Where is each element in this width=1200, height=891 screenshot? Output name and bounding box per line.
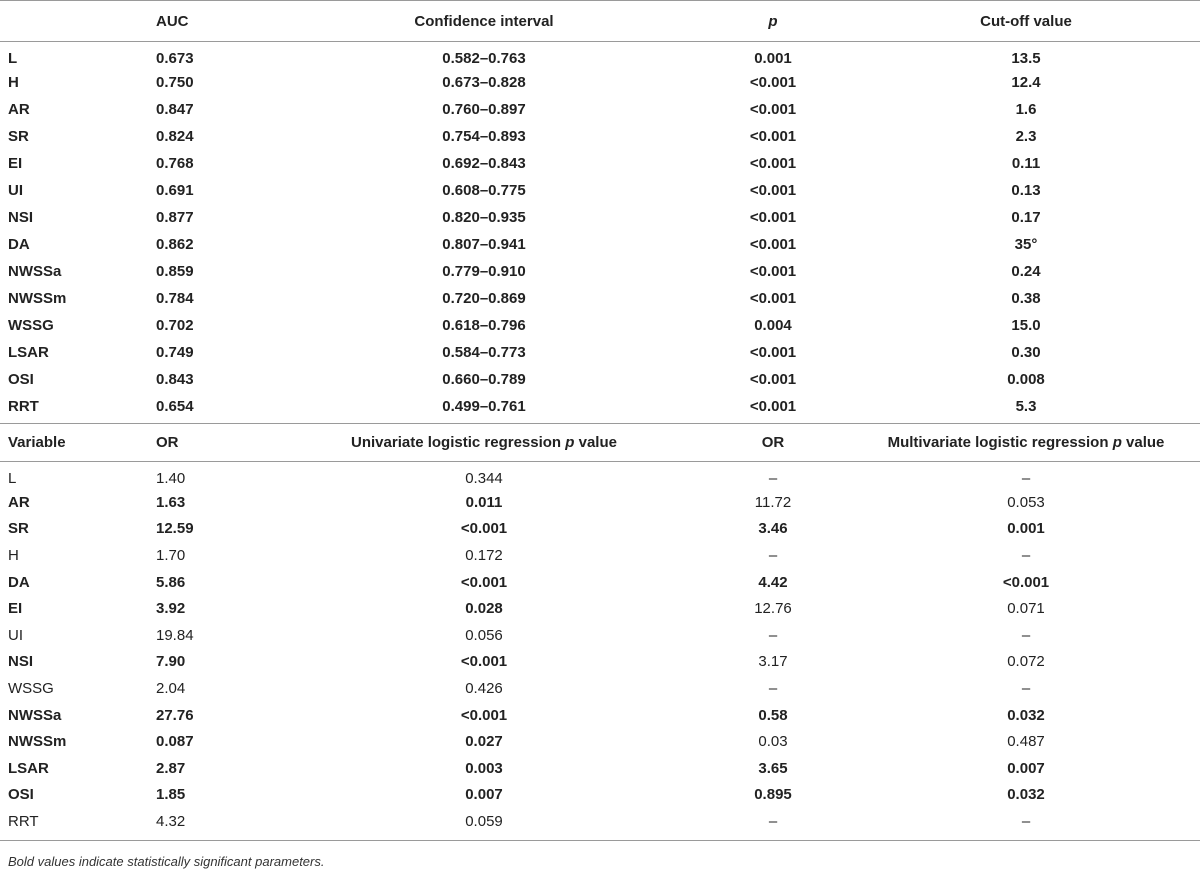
roc-cutoff-cell: 0.13 [1011, 182, 1041, 199]
reg-multivariate-p-cell: 0.001 [1007, 520, 1045, 538]
reg-or-multivariate-cell: 0.895 [754, 786, 792, 804]
roc-cutoff-cell: 13.5 [1011, 49, 1041, 67]
roc-cutoff-cell: 1.6 [1015, 101, 1037, 118]
roc-table-row [0, 258, 1200, 285]
reg-or-multivariate-cell: 0.58 [758, 706, 788, 724]
roc-ci-cell: 0.608–0.775 [442, 182, 526, 199]
reg-or-multivariate-cell: – [694, 808, 852, 840]
reg-univariate-p-cell: <0.001 [460, 706, 508, 724]
reg-univariate-p-cell: <0.001 [460, 520, 508, 538]
roc-p-cell: <0.001 [694, 393, 852, 424]
roc-cutoff-cell: 0.24 [1011, 263, 1041, 280]
reg-variable-cell: LSAR [8, 759, 49, 777]
reg-or-univariate-cell: 2.87 [156, 759, 186, 777]
reg-variable-cell: SR [8, 520, 29, 538]
roc-p-cell: <0.001 [749, 290, 797, 307]
roc-cutoff-cell: 0.11 [1011, 155, 1041, 172]
roc-variable-cell: OSI [8, 371, 34, 388]
roc-table-row [0, 177, 1200, 204]
roc-ci-cell: 0.618–0.796 [442, 317, 526, 334]
reg-or-univariate-cell: 1.85 [156, 786, 186, 804]
roc-header-ci: Confidence interval [274, 1, 694, 42]
roc-variable-cell: NSI [8, 209, 34, 226]
regression-table-row [0, 542, 1200, 569]
roc-variable-cell: UI [8, 182, 23, 199]
roc-cutoff-cell: 0.17 [1011, 209, 1041, 226]
roc-p-cell: 0.004 [754, 317, 792, 334]
roc-variable-cell: H [8, 74, 19, 91]
reg-multivariate-p-cell: – [1021, 626, 1031, 644]
reg-or-univariate-cell: 2.04 [156, 679, 186, 697]
reg-or-univariate-cell: 7.90 [156, 653, 186, 671]
roc-header-auc: AUC [156, 1, 274, 42]
roc-header-p: p [694, 1, 852, 42]
roc-table-row [0, 339, 1200, 366]
roc-auc-cell: 0.784 [156, 290, 194, 307]
reg-or-multivariate-cell: 0.03 [758, 733, 788, 751]
roc-auc-cell: 0.702 [156, 317, 194, 334]
roc-cutoff-cell: 5.3 [852, 393, 1200, 424]
roc-variable-cell: LSAR [8, 344, 49, 361]
reg-variable-cell: AR [8, 493, 30, 511]
roc-ci-cell: 0.673–0.828 [442, 74, 526, 91]
reg-header-or-multivariate: OR [694, 424, 852, 462]
reg-variable-cell: EI [8, 600, 23, 618]
roc-ci-cell: 0.584–0.773 [442, 344, 526, 361]
reg-or-multivariate-cell: 3.17 [758, 653, 788, 671]
roc-p-cell: <0.001 [749, 155, 797, 172]
table-footnote: Bold values indicate statistically significant parameters. [8, 853, 325, 869]
roc-variable-cell: WSSG [8, 317, 54, 334]
reg-univariate-p-cell: 0.003 [465, 759, 503, 777]
reg-or-univariate-cell: 3.92 [156, 600, 186, 618]
roc-table-row [0, 285, 1200, 312]
roc-table-row [0, 312, 1200, 339]
reg-or-univariate-cell: 1.40 [156, 470, 186, 487]
reg-or-multivariate-cell: 4.42 [758, 573, 788, 591]
roc-variable-cell: NWSSa [8, 263, 62, 280]
roc-auc-cell: 0.750 [156, 74, 194, 91]
roc-ci-cell: 0.499–0.761 [274, 393, 694, 424]
regression-table-row [0, 808, 1200, 840]
reg-univariate-p-cell: <0.001 [460, 573, 508, 591]
reg-or-multivariate-cell: – [768, 546, 778, 564]
roc-cutoff-cell: 0.30 [1011, 344, 1041, 361]
reg-multivariate-p-cell: 0.072 [1007, 653, 1045, 671]
regression-table-row [0, 675, 1200, 702]
reg-or-multivariate-cell: – [768, 626, 778, 644]
reg-univariate-p-cell: 0.426 [465, 679, 503, 697]
roc-ci-cell: 0.660–0.789 [442, 371, 526, 388]
roc-cutoff-cell: 2.3 [1015, 128, 1037, 145]
roc-auc-cell: 0.691 [156, 182, 194, 199]
reg-multivariate-p-cell: <0.001 [1002, 573, 1050, 591]
reg-variable-cell: UI [8, 626, 23, 644]
roc-ci-cell: 0.760–0.897 [442, 101, 526, 118]
regression-table-row [0, 649, 1200, 676]
reg-variable-cell: NWSSm [8, 733, 67, 751]
reg-variable-cell: L [8, 470, 17, 487]
reg-multivariate-p-cell: 0.032 [1007, 706, 1045, 724]
reg-univariate-p-cell: 0.059 [274, 808, 694, 840]
reg-multivariate-p-cell: 0.071 [1007, 600, 1045, 618]
roc-ci-cell: 0.720–0.869 [442, 290, 526, 307]
reg-or-univariate-cell: 12.59 [156, 520, 194, 538]
roc-auc-cell: 0.862 [156, 236, 194, 253]
reg-multivariate-p-cell: 0.487 [1007, 733, 1045, 751]
reg-multivariate-p-cell: – [1021, 546, 1031, 564]
reg-univariate-p-cell: <0.001 [460, 653, 508, 671]
regression-table-row [0, 489, 1200, 516]
reg-or-univariate-cell: 5.86 [156, 573, 186, 591]
reg-or-multivariate-cell: 11.72 [754, 493, 792, 511]
reg-header-univariate-p: Univariate logistic regression p value [274, 424, 694, 462]
roc-variable-cell: AR [8, 101, 30, 118]
reg-header-multivariate-p: Multivariate logistic regression p value [852, 424, 1200, 462]
roc-auc-cell: 0.673 [156, 49, 194, 67]
roc-table-row [0, 393, 1200, 424]
roc-variable-cell: DA [8, 236, 30, 253]
roc-auc-cell: 0.843 [156, 371, 194, 388]
reg-or-multivariate-cell: 12.76 [754, 600, 792, 618]
reg-or-multivariate-cell: 3.46 [758, 520, 788, 538]
reg-multivariate-p-cell: 0.053 [1007, 493, 1045, 511]
reg-univariate-p-cell: 0.011 [465, 493, 503, 511]
reg-variable-cell: DA [8, 573, 30, 591]
reg-or-univariate-cell: 27.76 [156, 706, 194, 724]
roc-header-empty [0, 1, 156, 42]
roc-auc-cell: 0.654 [156, 393, 274, 424]
roc-variable-cell: SR [8, 128, 29, 145]
reg-variable-cell: H [8, 546, 19, 564]
roc-ci-cell: 0.754–0.893 [442, 128, 526, 145]
roc-table-row [0, 231, 1200, 258]
roc-auc-cell: 0.768 [156, 155, 194, 172]
roc-header-row [0, 1, 1200, 42]
roc-table-row [0, 204, 1200, 231]
roc-auc-cell: 0.859 [156, 263, 194, 280]
roc-p-cell: <0.001 [749, 263, 797, 280]
roc-table-row [0, 96, 1200, 123]
reg-or-univariate-cell: 4.32 [156, 808, 274, 840]
roc-p-cell: <0.001 [749, 371, 797, 388]
reg-multivariate-p-cell: – [1021, 679, 1031, 697]
reg-univariate-p-cell: 0.344 [465, 470, 503, 487]
regression-header-row [0, 424, 1200, 462]
roc-p-cell: <0.001 [749, 74, 797, 91]
roc-auc-cell: 0.824 [156, 128, 194, 145]
roc-variable-cell: EI [8, 155, 23, 172]
roc-p-cell: <0.001 [749, 182, 797, 199]
reg-variable-cell: OSI [8, 786, 34, 804]
reg-or-multivariate-cell: – [768, 470, 778, 487]
roc-variable-cell: L [8, 49, 18, 67]
roc-variable-cell: RRT [0, 393, 156, 424]
roc-table-row [0, 69, 1200, 96]
roc-table-row [0, 366, 1200, 393]
roc-table-body [0, 42, 1200, 424]
regression-table-row [0, 569, 1200, 596]
roc-p-cell: <0.001 [749, 236, 797, 253]
reg-or-univariate-cell: 0.087 [156, 733, 194, 751]
roc-table-row [0, 42, 1200, 70]
roc-ci-cell: 0.779–0.910 [442, 263, 526, 280]
reg-variable-cell: WSSG [8, 679, 54, 697]
reg-header-or-univariate: OR [156, 424, 274, 462]
roc-auc-cell: 0.749 [156, 344, 194, 361]
reg-or-multivariate-cell: – [768, 679, 778, 697]
roc-cutoff-cell: 0.38 [1011, 290, 1041, 307]
reg-univariate-p-cell: 0.172 [465, 546, 503, 564]
reg-univariate-p-cell: 0.027 [465, 733, 503, 751]
regression-table-body [0, 462, 1200, 841]
roc-p-cell: <0.001 [749, 209, 797, 226]
roc-p-cell: <0.001 [749, 101, 797, 118]
reg-variable-cell: NWSSa [8, 706, 62, 724]
roc-header-cutoff: Cut-off value [852, 1, 1200, 42]
roc-auc-cell: 0.847 [156, 101, 194, 118]
roc-ci-cell: 0.582–0.763 [442, 49, 526, 67]
regression-table-row [0, 702, 1200, 729]
reg-multivariate-p-cell: 0.032 [1007, 786, 1045, 804]
reg-multivariate-p-cell: 0.007 [1007, 759, 1045, 777]
reg-univariate-p-cell: 0.028 [465, 600, 503, 618]
reg-or-univariate-cell: 1.70 [156, 546, 186, 564]
roc-p-cell: 0.001 [754, 49, 792, 67]
regression-table-row [0, 782, 1200, 809]
roc-ci-cell: 0.692–0.843 [442, 155, 526, 172]
roc-table-row [0, 123, 1200, 150]
roc-variable-cell: NWSSm [8, 290, 67, 307]
reg-univariate-p-cell: 0.007 [465, 786, 503, 804]
reg-variable-cell: NSI [8, 653, 34, 671]
roc-ci-cell: 0.807–0.941 [442, 236, 526, 253]
roc-cutoff-cell: 0.008 [1007, 371, 1045, 388]
reg-or-univariate-cell: 1.63 [156, 493, 186, 511]
reg-univariate-p-cell: 0.056 [465, 626, 503, 644]
roc-p-cell: <0.001 [749, 344, 797, 361]
roc-auc-cell: 0.877 [156, 209, 194, 226]
reg-or-univariate-cell: 19.84 [156, 626, 194, 644]
regression-table-row [0, 462, 1200, 490]
roc-ci-cell: 0.820–0.935 [442, 209, 526, 226]
regression-table-row [0, 622, 1200, 649]
regression-table-row [0, 595, 1200, 622]
roc-cutoff-cell: 35° [1014, 236, 1038, 253]
roc-table-row [0, 150, 1200, 177]
regression-table-row [0, 755, 1200, 782]
reg-multivariate-p-cell: – [852, 808, 1200, 840]
roc-p-cell: <0.001 [749, 128, 797, 145]
regression-table-row [0, 516, 1200, 543]
regression-table-row [0, 728, 1200, 755]
roc-cutoff-cell: 15.0 [1011, 317, 1041, 334]
reg-header-variable: Variable [0, 424, 156, 462]
reg-variable-cell: RRT [0, 808, 156, 840]
reg-multivariate-p-cell: – [1021, 470, 1031, 487]
roc-cutoff-cell: 12.4 [1011, 74, 1041, 91]
reg-or-multivariate-cell: 3.65 [758, 759, 788, 777]
